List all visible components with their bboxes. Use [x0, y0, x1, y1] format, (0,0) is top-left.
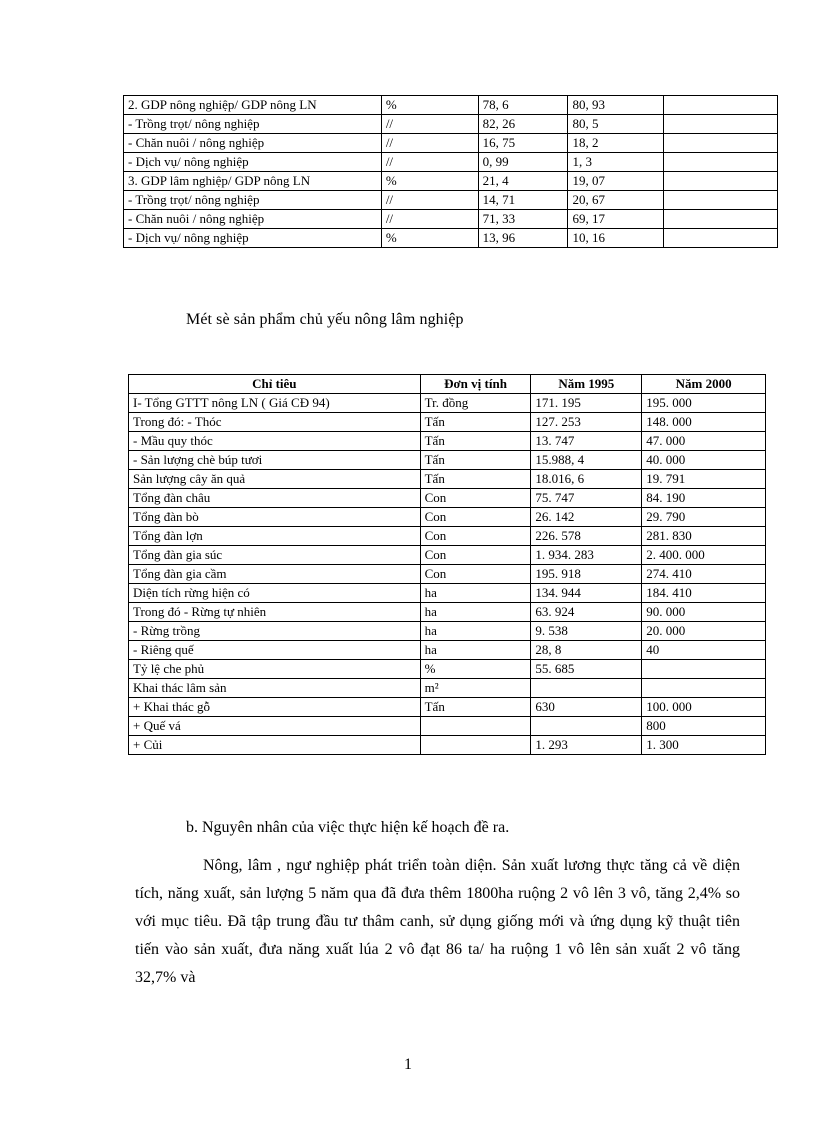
- table-row: [124, 229, 778, 248]
- table-row: [129, 432, 766, 451]
- table-cell: - Dịch vụ/ nông nghiệp: [124, 229, 382, 248]
- section-title: b. Nguyên nhân của việc thực hiện kế hoạch đề ra.: [186, 819, 510, 836]
- products-table-header-row: [129, 375, 766, 394]
- table-cell: [664, 96, 778, 115]
- table-cell: 80, 93: [568, 96, 664, 115]
- table-cell: Diện tích rừng hiện có: [129, 584, 421, 603]
- table-row: [129, 736, 766, 755]
- table-cell: 21, 4: [478, 172, 568, 191]
- table-cell: 9. 538: [531, 622, 642, 641]
- table-cell: 28, 8: [531, 641, 642, 660]
- table-cell: //: [381, 115, 478, 134]
- table-cell: 100. 000: [642, 698, 766, 717]
- table-cell: 20. 000: [642, 622, 766, 641]
- table-cell: 281. 830: [642, 527, 766, 546]
- table-row: [129, 470, 766, 489]
- products-heading: Mét sè sản phẩm chủ yếu nông lâm nghiệp: [186, 311, 464, 328]
- table-cell: - Riêng quế: [129, 641, 421, 660]
- table-cell: 127. 253: [531, 413, 642, 432]
- table-cell: 80, 5: [568, 115, 664, 134]
- table-cell: 1. 293: [531, 736, 642, 755]
- table-row: [124, 191, 778, 210]
- header-year-1995: Năm 1995: [531, 375, 642, 394]
- table-cell: 75. 747: [531, 489, 642, 508]
- table-cell: - Chăn nuôi / nông nghiệp: [124, 134, 382, 153]
- table-cell: - Sản lượng chè búp tươi: [129, 451, 421, 470]
- table-cell: 1. 300: [642, 736, 766, 755]
- table-cell: 274. 410: [642, 565, 766, 584]
- table-cell: Trong đó: - Thóc: [129, 413, 421, 432]
- table-cell: - Dịch vụ/ nông nghiệp: [124, 153, 382, 172]
- table-cell: [664, 191, 778, 210]
- table-cell: - Chăn nuôi / nông nghiệp: [124, 210, 382, 229]
- table-cell: - Trồng trọt/ nông nghiệp: [124, 191, 382, 210]
- table-row: [124, 134, 778, 153]
- table-cell: [664, 229, 778, 248]
- table-cell: [664, 210, 778, 229]
- page-number: 1: [404, 1056, 412, 1073]
- table-cell: 47. 000: [642, 432, 766, 451]
- table-cell: 171. 195: [531, 394, 642, 413]
- products-table: [128, 374, 766, 755]
- table-cell: 18, 2: [568, 134, 664, 153]
- header-unit: Đơn vị tính: [420, 375, 531, 394]
- gdp-structure-table: [123, 95, 778, 248]
- table-row: [129, 622, 766, 641]
- table-cell: Tỷ lệ che phủ: [129, 660, 421, 679]
- table-cell: [420, 717, 531, 736]
- header-indicator: Chỉ tiêu: [129, 375, 421, 394]
- table-cell: [664, 153, 778, 172]
- table-cell: Con: [420, 508, 531, 527]
- table-cell: 13, 96: [478, 229, 568, 248]
- table-cell: Tổng đàn châu: [129, 489, 421, 508]
- table-cell: 20, 67: [568, 191, 664, 210]
- table-cell: I- Tổng GTTT nông LN ( Giá CĐ 94): [129, 394, 421, 413]
- table-cell: 29. 790: [642, 508, 766, 527]
- table-cell: ha: [420, 584, 531, 603]
- table-cell: 184. 410: [642, 584, 766, 603]
- table-row: [129, 717, 766, 736]
- table-cell: 78, 6: [478, 96, 568, 115]
- products-table-body: [129, 394, 766, 755]
- table-row: [124, 153, 778, 172]
- table-cell: //: [381, 191, 478, 210]
- table-cell: %: [381, 172, 478, 191]
- table-row: [124, 172, 778, 191]
- table-cell: 226. 578: [531, 527, 642, 546]
- table-cell: 10, 16: [568, 229, 664, 248]
- table-cell: 134. 944: [531, 584, 642, 603]
- table-cell: - Trồng trọt/ nông nghiệp: [124, 115, 382, 134]
- table-cell: Con: [420, 546, 531, 565]
- table-cell: [664, 134, 778, 153]
- table-row: [124, 210, 778, 229]
- table-row: [129, 508, 766, 527]
- body-paragraph: Nông, lâm , ngư nghiệp phát triển toàn diện. Sản xuất lương thực tăng cả về diện tích, năng xuất, sản lượng 5 năm qua đã đưa thêm 1800ha ruộng 2 vô lên 3 vô, tăng 2,4% so với mục tiêu. Đã tập trung đầu tư thâm canh, sử dụng giống mới và ứng dụng kỹ thuật tiên tiến vào sản xuất, đưa năng xuất lúa 2 vô đạt 86 ta/ ha ruộng 1 vô lên sản xuất 2 vô tăng 32,7% và: [135, 857, 740, 986]
- table-cell: %: [381, 229, 478, 248]
- table-cell: Tổng đàn gia súc: [129, 546, 421, 565]
- table-cell: m²: [420, 679, 531, 698]
- table-cell: 14, 71: [478, 191, 568, 210]
- table-cell: - Mầu quy thóc: [129, 432, 421, 451]
- table-cell: 1, 3: [568, 153, 664, 172]
- table-row: [129, 413, 766, 432]
- table-row: [129, 641, 766, 660]
- table-cell: 63. 924: [531, 603, 642, 622]
- table-cell: 15.988, 4: [531, 451, 642, 470]
- table-cell: Sản lượng cây ăn quả: [129, 470, 421, 489]
- table-cell: Trong đó - Rừng tự nhiên: [129, 603, 421, 622]
- table-cell: 71, 33: [478, 210, 568, 229]
- table-cell: 16, 75: [478, 134, 568, 153]
- table-cell: 630: [531, 698, 642, 717]
- table-cell: [531, 679, 642, 698]
- table-cell: Tổng đàn gia cầm: [129, 565, 421, 584]
- table-cell: 40: [642, 641, 766, 660]
- table-cell: 55. 685: [531, 660, 642, 679]
- table-cell: Tổng đàn bò: [129, 508, 421, 527]
- table-cell: ha: [420, 622, 531, 641]
- table-row: [129, 527, 766, 546]
- table-cell: 1. 934. 283: [531, 546, 642, 565]
- table-cell: 3. GDP lâm nghiệp/ GDP nông LN: [124, 172, 382, 191]
- table-row: [129, 679, 766, 698]
- table-cell: //: [381, 153, 478, 172]
- table-cell: Tấn: [420, 432, 531, 451]
- table-row: [129, 565, 766, 584]
- table-cell: 0, 99: [478, 153, 568, 172]
- table-row: [129, 546, 766, 565]
- table-cell: ha: [420, 641, 531, 660]
- table-cell: + Khai thác gỗ: [129, 698, 421, 717]
- table-cell: [664, 115, 778, 134]
- table-cell: 90. 000: [642, 603, 766, 622]
- table-cell: 195. 918: [531, 565, 642, 584]
- table-cell: Con: [420, 527, 531, 546]
- table-cell: 148. 000: [642, 413, 766, 432]
- table-cell: 40. 000: [642, 451, 766, 470]
- table-cell: 13. 747: [531, 432, 642, 451]
- table-cell: 18.016, 6: [531, 470, 642, 489]
- table-cell: %: [420, 660, 531, 679]
- table-cell: 2. 400. 000: [642, 546, 766, 565]
- table-cell: 195. 000: [642, 394, 766, 413]
- table-row: [129, 451, 766, 470]
- table-cell: [420, 736, 531, 755]
- table-cell: Con: [420, 565, 531, 584]
- table-cell: %: [381, 96, 478, 115]
- table-cell: + Quế vá: [129, 717, 421, 736]
- table-cell: Tổng đàn lợn: [129, 527, 421, 546]
- table-cell: [642, 679, 766, 698]
- table-cell: Tấn: [420, 698, 531, 717]
- table-cell: 82, 26: [478, 115, 568, 134]
- table-cell: Con: [420, 489, 531, 508]
- table-cell: 69, 17: [568, 210, 664, 229]
- table-cell: 19, 07: [568, 172, 664, 191]
- table-cell: [531, 717, 642, 736]
- table-row: [129, 394, 766, 413]
- table-cell: //: [381, 210, 478, 229]
- table-cell: 84. 190: [642, 489, 766, 508]
- table-row: [124, 115, 778, 134]
- table-cell: 19. 791: [642, 470, 766, 489]
- table-row: [129, 603, 766, 622]
- table-cell: ha: [420, 603, 531, 622]
- table-cell: 26. 142: [531, 508, 642, 527]
- gdp-structure-table-body: [124, 96, 778, 248]
- table-cell: Tấn: [420, 413, 531, 432]
- table-cell: Tấn: [420, 451, 531, 470]
- table-cell: 2. GDP nông nghiệp/ GDP nông LN: [124, 96, 382, 115]
- table-cell: Khai thác lâm sản: [129, 679, 421, 698]
- table-cell: - Rừng trồng: [129, 622, 421, 641]
- table-cell: [642, 660, 766, 679]
- table-cell: [664, 172, 778, 191]
- table-cell: //: [381, 134, 478, 153]
- table-cell: Tấn: [420, 470, 531, 489]
- table-cell: + Củi: [129, 736, 421, 755]
- table-row: [124, 96, 778, 115]
- table-row: [129, 660, 766, 679]
- table-row: [129, 584, 766, 603]
- table-cell: 800: [642, 717, 766, 736]
- header-year-2000: Năm 2000: [642, 375, 766, 394]
- table-cell: Tr. đồng: [420, 394, 531, 413]
- table-row: [129, 489, 766, 508]
- table-row: [129, 698, 766, 717]
